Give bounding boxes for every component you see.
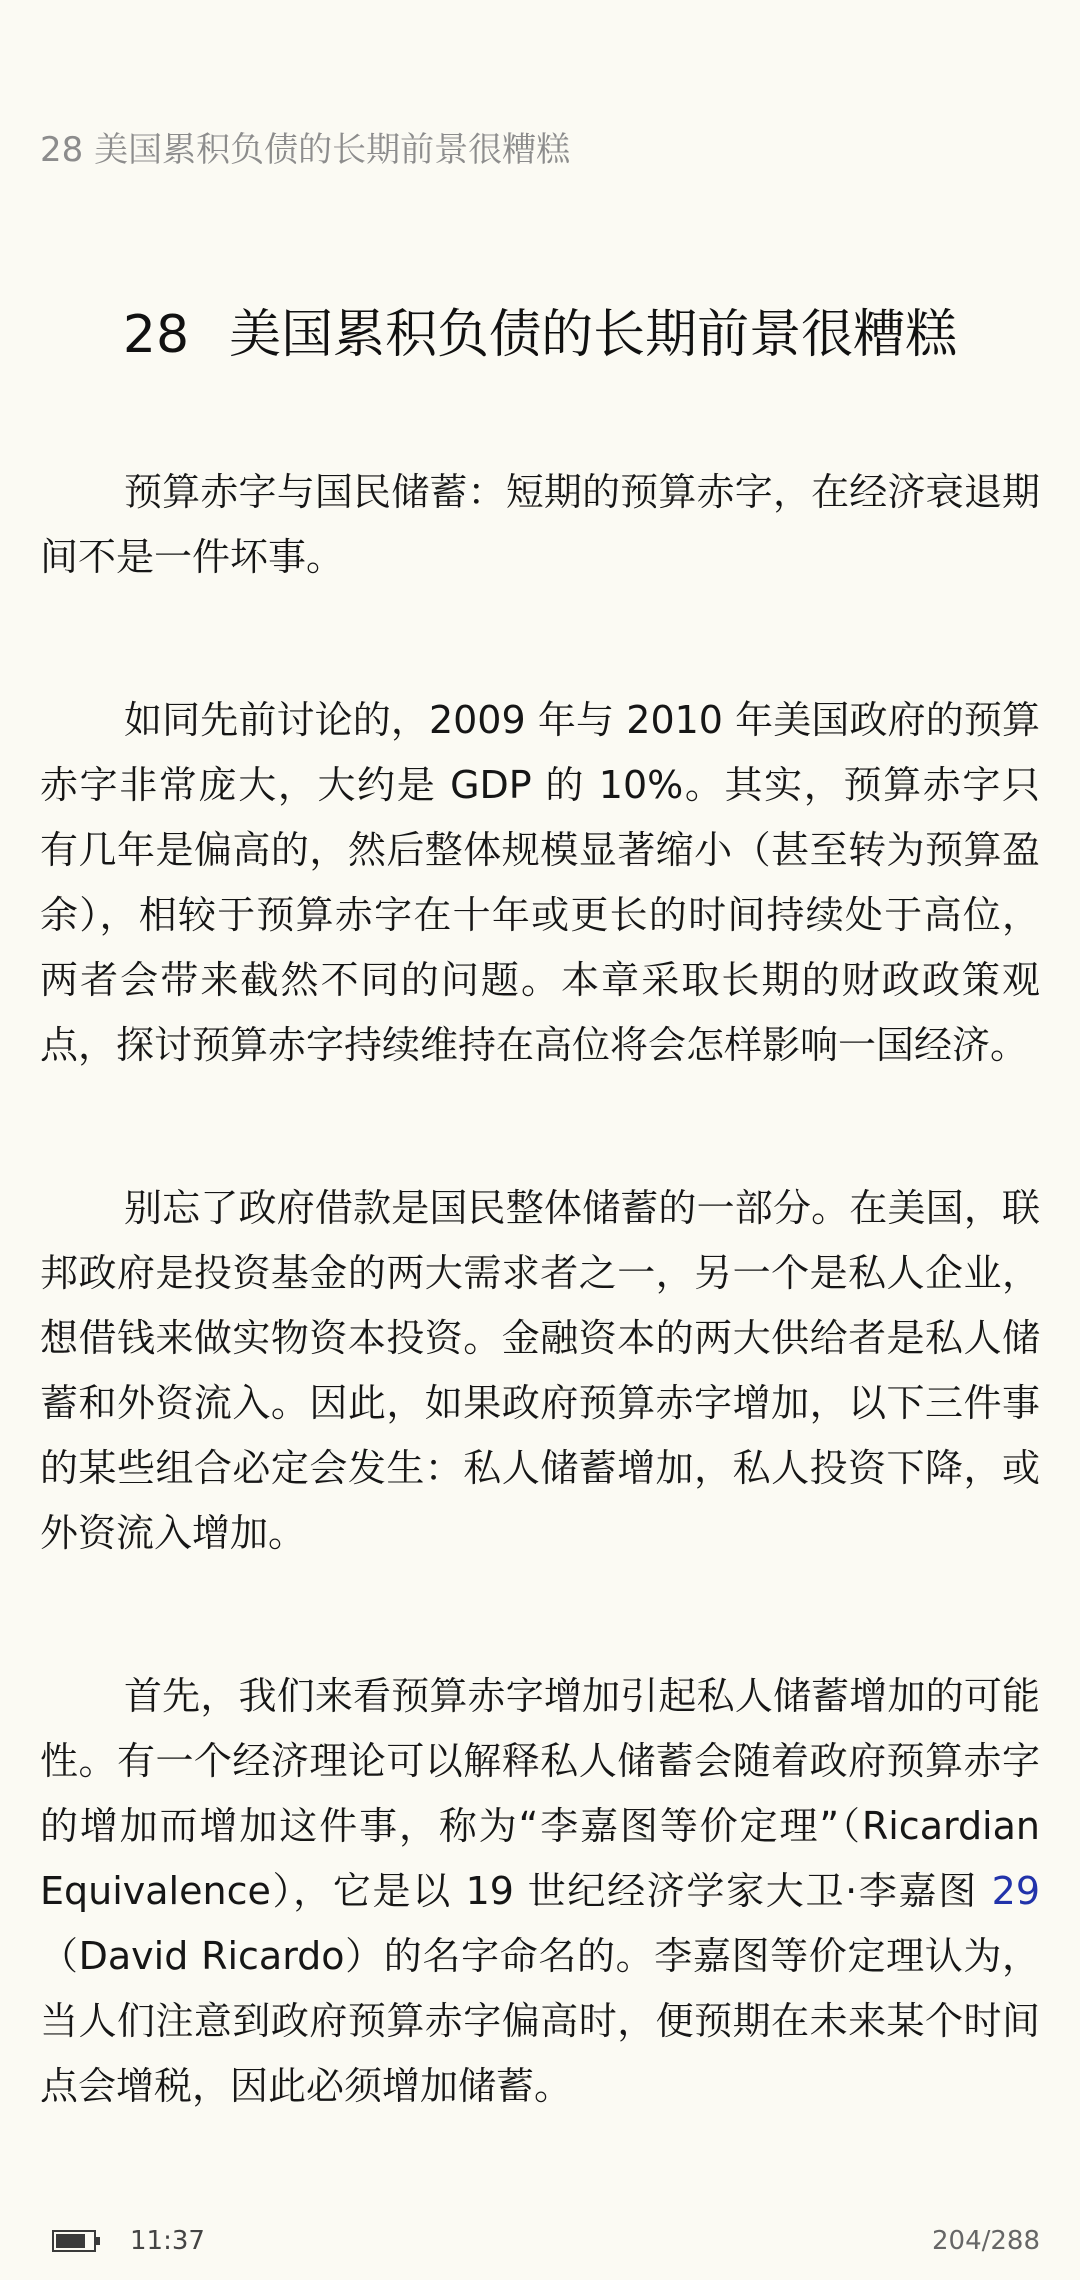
paragraph: [40, 1664, 1040, 2119]
battery-icon: [52, 2230, 96, 2252]
chapter-number: 28: [122, 305, 190, 365]
clock: 11:37: [130, 2226, 205, 2256]
chapter-title: [0, 300, 1080, 370]
paragraph: 如同先前讨论的，2009 年与 2010 年美国政府的预算赤字非常庞大，大约是 GDP 的 10%。其实，预算赤字只有几年是偏高的，然后整体规模显著缩小（甚至转为预算盈余），相较于预算赤字在十年或更长的时间持续处于高位，两者会带来截然不同的问题。本章采取长期的财政政策观点，探讨预算赤字持续维持在高位将会怎样影响一国经济。: [40, 698, 1040, 1067]
page-indicator: 204/288: [931, 2226, 1040, 2256]
paragraph-text: （David Ricardo）的名字命名的。李嘉图等价定理认为，当人们注意到政府预算赤字偏高时，便预期在未来某个时间点会增税，因此必须增加储蓄。: [40, 1934, 1040, 2108]
chapter-title-text: 美国累积负债的长期前景很糟糕: [229, 305, 958, 365]
paragraph: 别忘了政府借款是国民整体储蓄的一部分。在美国，联邦政府是投资基金的两大需求者之一，另一个是私人企业，想借钱来做实物资本投资。金融资本的两大供给者是私人储蓄和外资流入。因此，如果政府预算赤字增加，以下三件事的某些组合必定会发生：私人储蓄增加，私人投资下降，或外资流入增加。: [40, 1186, 1040, 1555]
battery-level: [56, 2234, 85, 2248]
running-header-title: 28 美国累积负债的长期前景很糟糕: [40, 130, 571, 170]
paragraph: 预算赤字与国民储蓄：短期的预算赤字，在经济衰退期间不是一件坏事。: [40, 470, 1040, 579]
footnote-link[interactable]: 29: [991, 1869, 1040, 1913]
status-bar: [0, 2226, 1080, 2266]
reading-content: [40, 460, 1040, 2217]
paragraph-text: 首先，我们来看预算赤字增加引起私人储蓄增加的可能性。有一个经济理论可以解释私人储蓄会随着政府预算赤字的增加而增加这件事，称为“李嘉图等价定理”（Ricardian Equivalence），它是以 19 世纪经济学家大卫·李嘉图: [40, 1674, 1040, 1913]
